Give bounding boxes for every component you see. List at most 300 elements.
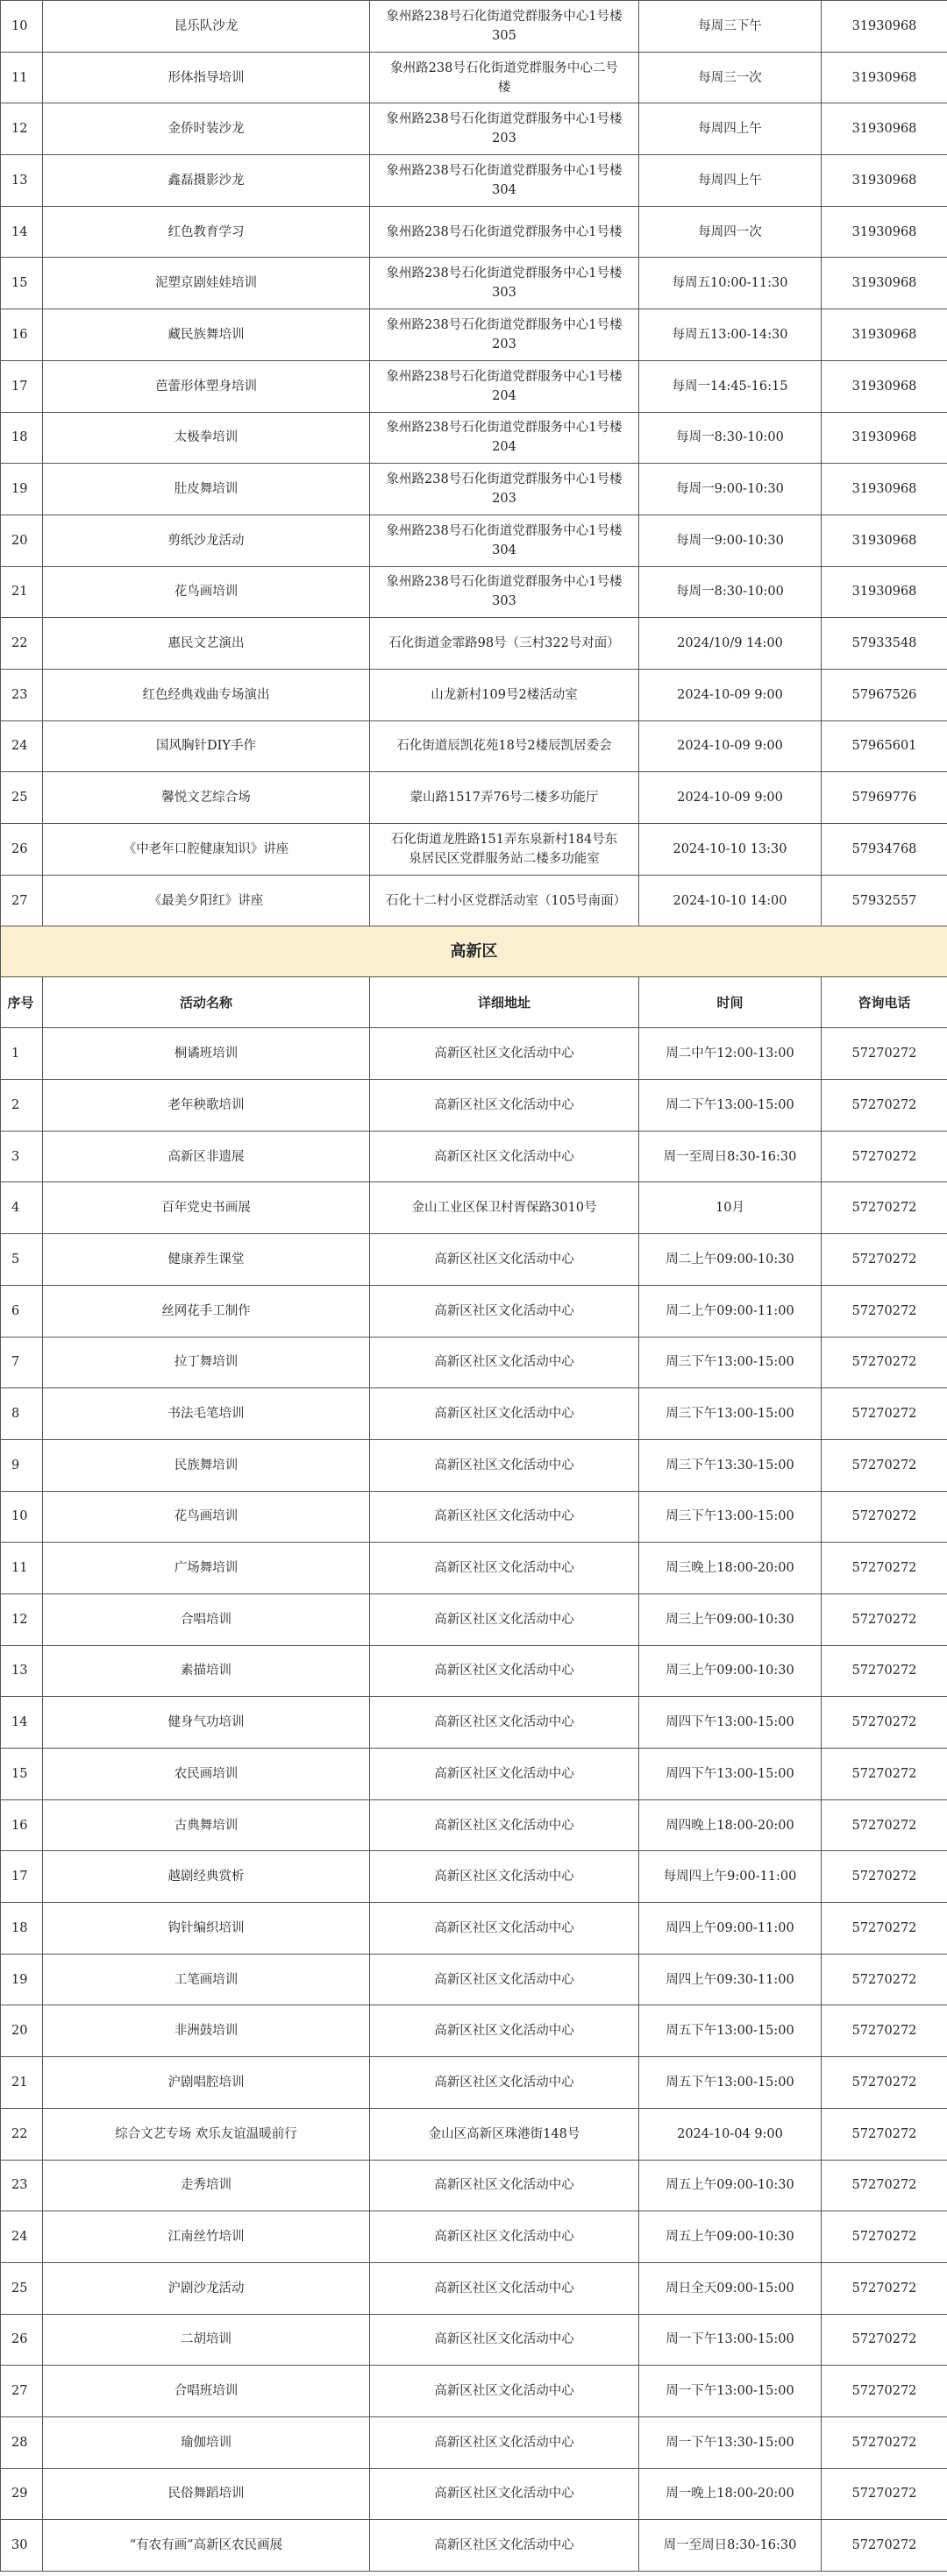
activity-time: 周三上午09:00-10:30 [639, 1645, 822, 1697]
address-text: 金山区高新区珠港街148号 [428, 2126, 580, 2141]
activity-name: 农民画培训 [43, 1749, 370, 1800]
table-row [1, 1337, 947, 1388]
activity-name: 丝网花手工制作 [43, 1285, 370, 1337]
row-number: 19 [1, 464, 43, 515]
table-row [1, 2057, 947, 2109]
contact-phone: 31930968 [822, 52, 947, 103]
contact-phone: 31930968 [822, 309, 947, 361]
row-number: 2 [1, 1080, 43, 1132]
activity-address [370, 2416, 639, 2468]
row-number: 22 [1, 618, 43, 670]
activity-address [370, 2366, 639, 2417]
table-row [1, 566, 947, 618]
activity-name: 红色经典戏曲专场演出 [43, 669, 370, 720]
table-row [1, 772, 947, 824]
contact-phone: 31930968 [822, 464, 947, 515]
activity-name: 非洲鼓培训 [43, 2005, 370, 2057]
table-row [1, 309, 947, 361]
table-row [1, 1645, 947, 1697]
table-row [1, 155, 947, 207]
activity-address [370, 1645, 639, 1697]
activity-name: 广场舞培训 [43, 1543, 370, 1594]
activity-time: 周四上午09:00-11:00 [639, 1903, 822, 1955]
activity-time: 周四上午09:30-11:00 [639, 1954, 822, 2005]
contact-phone: 57270272 [822, 2057, 947, 2109]
contact-phone: 57270272 [822, 1028, 947, 1080]
row-number: 21 [1, 2057, 43, 2109]
address-text: 石化街道金霏路98号（三村322号对面） [388, 636, 620, 651]
header-no: 序号 [1, 977, 43, 1028]
address-text: 高新区社区文化活动中心 [434, 1972, 574, 1987]
row-number: 8 [1, 1388, 43, 1440]
activity-name: 馨悦文艺综合场 [43, 772, 370, 824]
activity-name: 健康养生课堂 [43, 1234, 370, 1286]
activity-time: 周二中午12:00-13:00 [639, 1028, 822, 1080]
table-row [1, 1697, 947, 1749]
row-number: 12 [1, 1593, 43, 1645]
activity-time: 每周四上午 [639, 103, 822, 155]
activity-address [370, 1285, 639, 1337]
row-number: 13 [1, 155, 43, 207]
activity-address [370, 1749, 639, 1800]
row-number: 14 [1, 206, 43, 258]
activity-address [370, 103, 639, 155]
table-row [1, 669, 947, 720]
table-row [1, 258, 947, 309]
contact-phone: 31930968 [822, 103, 947, 155]
activity-address [370, 824, 639, 876]
activity-time: 10月 [639, 1182, 822, 1234]
address-text: 象州路238号石化街道党群服务中心1号楼304 [386, 523, 623, 557]
address-text: 高新区社区文化活动中心 [434, 2075, 574, 2090]
activity-address [370, 514, 639, 566]
activity-address [370, 1903, 639, 1955]
activity-time: 周三下午13:30-15:00 [639, 1439, 822, 1491]
section-title: 高新区 [1, 926, 947, 977]
table-row [1, 2262, 947, 2314]
activity-address [370, 2160, 639, 2211]
activity-address [370, 875, 639, 926]
activity-time: 周四晚上18:00-20:00 [639, 1799, 822, 1851]
address-text: 象州路238号石化街道党群服务中心1号楼204 [386, 421, 623, 455]
address-text: 高新区社区文化活动中心 [434, 1664, 574, 1678]
row-number: 12 [1, 103, 43, 155]
table-row [1, 1182, 947, 1234]
activity-address [370, 669, 639, 720]
address-text: 高新区社区文化活动中心 [434, 2024, 574, 2039]
activity-address [370, 1697, 639, 1749]
activity-name: 形体指导培训 [43, 52, 370, 103]
activity-address [370, 1337, 639, 1388]
activity-name: 二胡培训 [43, 2314, 370, 2366]
activity-time: 周四下午13:00-15:00 [639, 1749, 822, 1800]
address-text: 山龙新村109号2楼活动室 [431, 687, 578, 702]
activity-name: 《中老年口腔健康知识》讲座 [43, 824, 370, 876]
address-text: 高新区社区文化活动中心 [434, 1920, 574, 1935]
activity-time: 周五下午13:00-15:00 [639, 2057, 822, 2109]
table-row [1, 2160, 947, 2211]
header-phone: 咨询电话 [822, 977, 947, 1028]
header-time: 时间 [639, 977, 822, 1028]
contact-phone: 31930968 [822, 566, 947, 618]
row-number: 17 [1, 360, 43, 412]
table-row [1, 1388, 947, 1440]
activity-name: 太极拳培训 [43, 412, 370, 464]
activity-time: 2024-10-10 13:30 [639, 824, 822, 876]
row-number: 18 [1, 412, 43, 464]
table-row [1, 1028, 947, 1080]
row-number: 1 [1, 1028, 43, 1080]
address-text: 高新区社区文化活动中心 [434, 1407, 574, 1422]
address-text: 高新区社区文化活动中心 [434, 2281, 574, 2296]
row-number: 17 [1, 1851, 43, 1903]
contact-phone: 57270272 [822, 1337, 947, 1388]
activity-time: 每周一8:30-10:00 [639, 566, 822, 618]
table-row [1, 103, 947, 155]
activity-time: 周三上午09:00-10:30 [639, 1593, 822, 1645]
table-row [1, 2314, 947, 2366]
activity-time: 每周一14:45-16:15 [639, 360, 822, 412]
activity-address [370, 2314, 639, 2366]
activity-address [370, 1543, 639, 1594]
row-number: 11 [1, 1543, 43, 1594]
activity-address [370, 412, 639, 464]
contact-phone: 57270272 [822, 1439, 947, 1491]
table-row [1, 1903, 947, 1955]
activity-address [370, 1028, 639, 1080]
contact-phone: 57270272 [822, 2366, 947, 2417]
address-text: 高新区社区文化活动中心 [434, 1818, 574, 1833]
activity-address [370, 1851, 639, 1903]
contact-phone: 57270272 [822, 1697, 947, 1749]
contact-phone: 57270272 [822, 1182, 947, 1234]
activity-name: 越剧经典赏析 [43, 1851, 370, 1903]
table-row [1, 720, 947, 772]
address-text: 象州路238号石化街道党群服务中心1号楼203 [386, 472, 623, 507]
row-number: 18 [1, 1903, 43, 1955]
activity-address [370, 2057, 639, 2109]
row-number: 28 [1, 2416, 43, 2468]
table-row [1, 1593, 947, 1645]
activity-name: 鑫磊摄影沙龙 [43, 155, 370, 207]
row-number: 15 [1, 258, 43, 309]
activity-time: 2024/10/9 14:00 [639, 618, 822, 670]
address-text: 高新区社区文化活动中心 [434, 1355, 574, 1370]
table-row [1, 1234, 947, 1286]
activity-name: 红色教育学习 [43, 206, 370, 258]
address-text: 高新区社区文化活动中心 [434, 2332, 574, 2347]
activity-time: 每周四一次 [639, 206, 822, 258]
address-text: 高新区社区文化活动中心 [434, 2230, 574, 2245]
address-text: 高新区社区文化活动中心 [434, 1097, 574, 1112]
contact-phone: 57967526 [822, 669, 947, 720]
address-text: 象州路238号石化街道党群服务中心1号楼303 [386, 266, 623, 301]
table-row [1, 1749, 947, 1800]
activity-time: 每周三下午 [639, 1, 822, 53]
activity-name: 花鸟画培训 [43, 566, 370, 618]
activity-time: 2024-10-09 9:00 [639, 720, 822, 772]
table-row [1, 1491, 947, 1543]
table-row [1, 2366, 947, 2417]
activity-time: 周四下午13:00-15:00 [639, 1697, 822, 1749]
table-row [1, 2108, 947, 2160]
activity-name: 素描培训 [43, 1645, 370, 1697]
address-text: 蒙山路1517弄76号二楼多功能厅 [409, 791, 599, 805]
activity-name: 沪剧沙龙活动 [43, 2262, 370, 2314]
address-text: 象州路238号石化街道党群服务中心1号楼305 [386, 9, 623, 43]
contact-phone: 57270272 [822, 2160, 947, 2211]
table-row [1, 1285, 947, 1337]
activity-time: 周一下午13:00-15:00 [639, 2366, 822, 2417]
table-row [1, 618, 947, 670]
activity-address [370, 52, 639, 103]
address-text: 高新区社区文化活动中心 [434, 1612, 574, 1627]
table-row [1, 52, 947, 103]
activity-address [370, 1182, 639, 1234]
table-row [1, 1543, 947, 1594]
contact-phone: 31930968 [822, 206, 947, 258]
table-row [1, 1080, 947, 1132]
table-row [1, 2520, 947, 2572]
contact-phone: 57270272 [822, 2211, 947, 2263]
activity-name: 剪纸沙龙活动 [43, 514, 370, 566]
contact-phone: 57270272 [822, 1285, 947, 1337]
address-text: 石化十二村小区党群活动室（105号南面） [386, 893, 627, 908]
table-row [1, 464, 947, 515]
contact-phone: 57270272 [822, 1388, 947, 1440]
activity-time: 每周三一次 [639, 52, 822, 103]
table-row [1, 1131, 947, 1182]
activity-name: 健身气功培训 [43, 1697, 370, 1749]
contact-phone: 57270272 [822, 2314, 947, 2366]
row-number: 10 [1, 1491, 43, 1543]
activity-time: 每周一8:30-10:00 [639, 412, 822, 464]
contact-phone: 57270272 [822, 1131, 947, 1182]
table-row [1, 1851, 947, 1903]
activity-address [370, 309, 639, 361]
row-number: 25 [1, 2262, 43, 2314]
row-number: 16 [1, 309, 43, 361]
row-number: 13 [1, 1645, 43, 1697]
row-number: 10 [1, 1, 43, 53]
gaoxin-section-header [1, 926, 947, 1028]
contact-phone: 31930968 [822, 412, 947, 464]
row-number: 23 [1, 2160, 43, 2211]
address-text: 象州路238号石化街道党群服务中心1号楼203 [386, 317, 623, 351]
activity-address [370, 772, 639, 824]
activity-time: 周五上午09:00-10:30 [639, 2160, 822, 2211]
contact-phone: 57270272 [822, 1593, 947, 1645]
header-name: 活动名称 [43, 977, 370, 1028]
address-text: 象州路238号石化街道党群服务中心1号楼204 [386, 369, 623, 403]
address-text: 高新区社区文化活动中心 [434, 1870, 574, 1884]
activity-name: 拉丁舞培训 [43, 1337, 370, 1388]
contact-phone: 57270272 [822, 1543, 947, 1594]
activity-time: 周日全天09:00-15:00 [639, 2262, 822, 2314]
row-number: 11 [1, 52, 43, 103]
contact-phone: 57270272 [822, 1645, 947, 1697]
activity-time: 周二上午09:00-11:00 [639, 1285, 822, 1337]
activity-name: 国风胸针DIY手作 [43, 720, 370, 772]
activity-name: 工笔画培训 [43, 1954, 370, 2005]
activity-time: 周三下午13:00-15:00 [639, 1337, 822, 1388]
row-number: 4 [1, 1182, 43, 1234]
table-row [1, 412, 947, 464]
row-number: 5 [1, 1234, 43, 1286]
activity-time: 周五上午09:00-10:30 [639, 2211, 822, 2263]
address-text: 高新区社区文化活动中心 [434, 1252, 574, 1267]
activity-address [370, 1131, 639, 1182]
activity-name: 走秀培训 [43, 2160, 370, 2211]
activity-name: 高新区非遗展 [43, 1131, 370, 1182]
activity-time: 每周五13:00-14:30 [639, 309, 822, 361]
address-text: 高新区社区文化活动中心 [434, 1509, 574, 1524]
activity-name: 《最美夕阳红》讲座 [43, 875, 370, 926]
activity-name: 藏民族舞培训 [43, 309, 370, 361]
activity-name: 江南丝竹培训 [43, 2211, 370, 2263]
table-row [1, 824, 947, 876]
address-text: 象州路238号石化街道党群服务中心1号楼304 [386, 163, 623, 197]
row-number: 27 [1, 2366, 43, 2417]
row-number: 25 [1, 772, 43, 824]
table-row [1, 360, 947, 412]
activity-name: 惠民文艺演出 [43, 618, 370, 670]
row-number: 14 [1, 1697, 43, 1749]
activity-address [370, 360, 639, 412]
activity-name: 合唱培训 [43, 1593, 370, 1645]
activity-address [370, 618, 639, 670]
address-text: 高新区社区文化活动中心 [434, 2538, 574, 2553]
activity-time: 2024-10-04 9:00 [639, 2108, 822, 2160]
table-row [1, 1954, 947, 2005]
activity-time: 周三下午13:00-15:00 [639, 1491, 822, 1543]
contact-phone: 57270272 [822, 1851, 947, 1903]
row-number: 6 [1, 1285, 43, 1337]
contact-phone: 57270272 [822, 2005, 947, 2057]
activity-address [370, 2468, 639, 2520]
activity-name: “有农有画”高新区农民画展 [43, 2520, 370, 2572]
contact-phone: 57270272 [822, 1749, 947, 1800]
gaoxin-section-rows [1, 1028, 947, 2572]
activity-address [370, 155, 639, 207]
address-text: 高新区社区文化活动中心 [434, 1047, 574, 1061]
address-text: 象州路238号石化街道党群服务中心1号楼203 [386, 112, 623, 146]
contact-phone: 57934768 [822, 824, 947, 876]
activity-time: 周一下午13:30-15:00 [639, 2416, 822, 2468]
contact-phone: 57932557 [822, 875, 947, 926]
activity-time: 周一至周日8:30-16:30 [639, 1131, 822, 1182]
address-text: 高新区社区文化活动中心 [434, 2384, 574, 2399]
table-row [1, 1439, 947, 1491]
activity-address [370, 1080, 639, 1132]
address-text: 高新区社区文化活动中心 [434, 1149, 574, 1164]
activity-address [370, 2108, 639, 2160]
row-number: 20 [1, 514, 43, 566]
activity-time: 每周五10:00-11:30 [639, 258, 822, 309]
row-number: 21 [1, 566, 43, 618]
activity-name: 百年党史书画展 [43, 1182, 370, 1234]
activity-name: 瑜伽培训 [43, 2416, 370, 2468]
activity-time: 周一下午13:00-15:00 [639, 2314, 822, 2366]
row-number: 3 [1, 1131, 43, 1182]
table-row [1, 514, 947, 566]
address-text: 高新区社区文化活动中心 [434, 1303, 574, 1318]
row-number: 26 [1, 2314, 43, 2366]
activity-time: 每周四上午 [639, 155, 822, 207]
row-number: 19 [1, 1954, 43, 2005]
activity-time: 周五下午13:00-15:00 [639, 2005, 822, 2057]
row-number: 24 [1, 720, 43, 772]
address-text: 高新区社区文化活动中心 [434, 2435, 574, 2450]
address-text: 石化街道龙胜路151弄东泉新村184号东泉居民区党群服务站二楼多功能室 [390, 832, 618, 866]
contact-phone: 57270272 [822, 1903, 947, 1955]
table-row [1, 1, 947, 53]
contact-phone: 57270272 [822, 2468, 947, 2520]
contact-phone: 57270272 [822, 1080, 947, 1132]
row-number: 24 [1, 2211, 43, 2263]
table-row [1, 2005, 947, 2057]
contact-phone: 57270272 [822, 1954, 947, 2005]
contact-phone: 57965601 [822, 720, 947, 772]
activity-name: 老年秧歌培训 [43, 1080, 370, 1132]
row-number: 9 [1, 1439, 43, 1491]
address-text: 高新区社区文化活动中心 [434, 1715, 574, 1730]
row-number: 15 [1, 1749, 43, 1800]
table-row [1, 1799, 947, 1851]
row-number: 30 [1, 2520, 43, 2572]
address-text: 高新区社区文化活动中心 [434, 2487, 574, 2501]
row-number: 7 [1, 1337, 43, 1388]
header-address: 详细地址 [370, 977, 639, 1028]
activity-name: 合唱班培训 [43, 2366, 370, 2417]
activity-address [370, 1593, 639, 1645]
activity-name: 钩针编织培训 [43, 1903, 370, 1955]
activity-time: 周二上午09:00-10:30 [639, 1234, 822, 1286]
contact-phone: 57270272 [822, 1234, 947, 1286]
activity-name: 沪剧唱腔培训 [43, 2057, 370, 2109]
activity-name: 古典舞培训 [43, 1799, 370, 1851]
table-row [1, 875, 947, 926]
activity-time: 每周一9:00-10:30 [639, 514, 822, 566]
activity-time: 周三晚上18:00-20:00 [639, 1543, 822, 1594]
table-row [1, 2416, 947, 2468]
row-number: 27 [1, 875, 43, 926]
contact-phone: 31930968 [822, 360, 947, 412]
contact-phone: 31930968 [822, 258, 947, 309]
table-row [1, 2211, 947, 2263]
activity-address [370, 1439, 639, 1491]
contact-phone: 57933548 [822, 618, 947, 670]
activity-address [370, 2262, 639, 2314]
address-text: 高新区社区文化活动中心 [434, 1766, 574, 1781]
contact-phone: 57270272 [822, 2416, 947, 2468]
contact-phone: 31930968 [822, 1, 947, 53]
row-number: 23 [1, 669, 43, 720]
activity-address [370, 1491, 639, 1543]
contact-phone: 31930968 [822, 514, 947, 566]
activity-name: 民族舞培训 [43, 1439, 370, 1491]
activity-name: 民俗舞蹈培训 [43, 2468, 370, 2520]
activity-address [370, 258, 639, 309]
activity-time: 周一至周日8:30-16:30 [639, 2520, 822, 2572]
activity-name: 昆乐队沙龙 [43, 1, 370, 53]
row-number: 26 [1, 824, 43, 876]
activity-time: 每周四上午9:00-11:00 [639, 1851, 822, 1903]
address-text: 象州路238号石化街道党群服务中心1号楼 [386, 224, 623, 239]
activity-name: 泥塑京剧娃娃培训 [43, 258, 370, 309]
activity-address [370, 2211, 639, 2263]
activity-time: 每周一9:00-10:30 [639, 464, 822, 515]
